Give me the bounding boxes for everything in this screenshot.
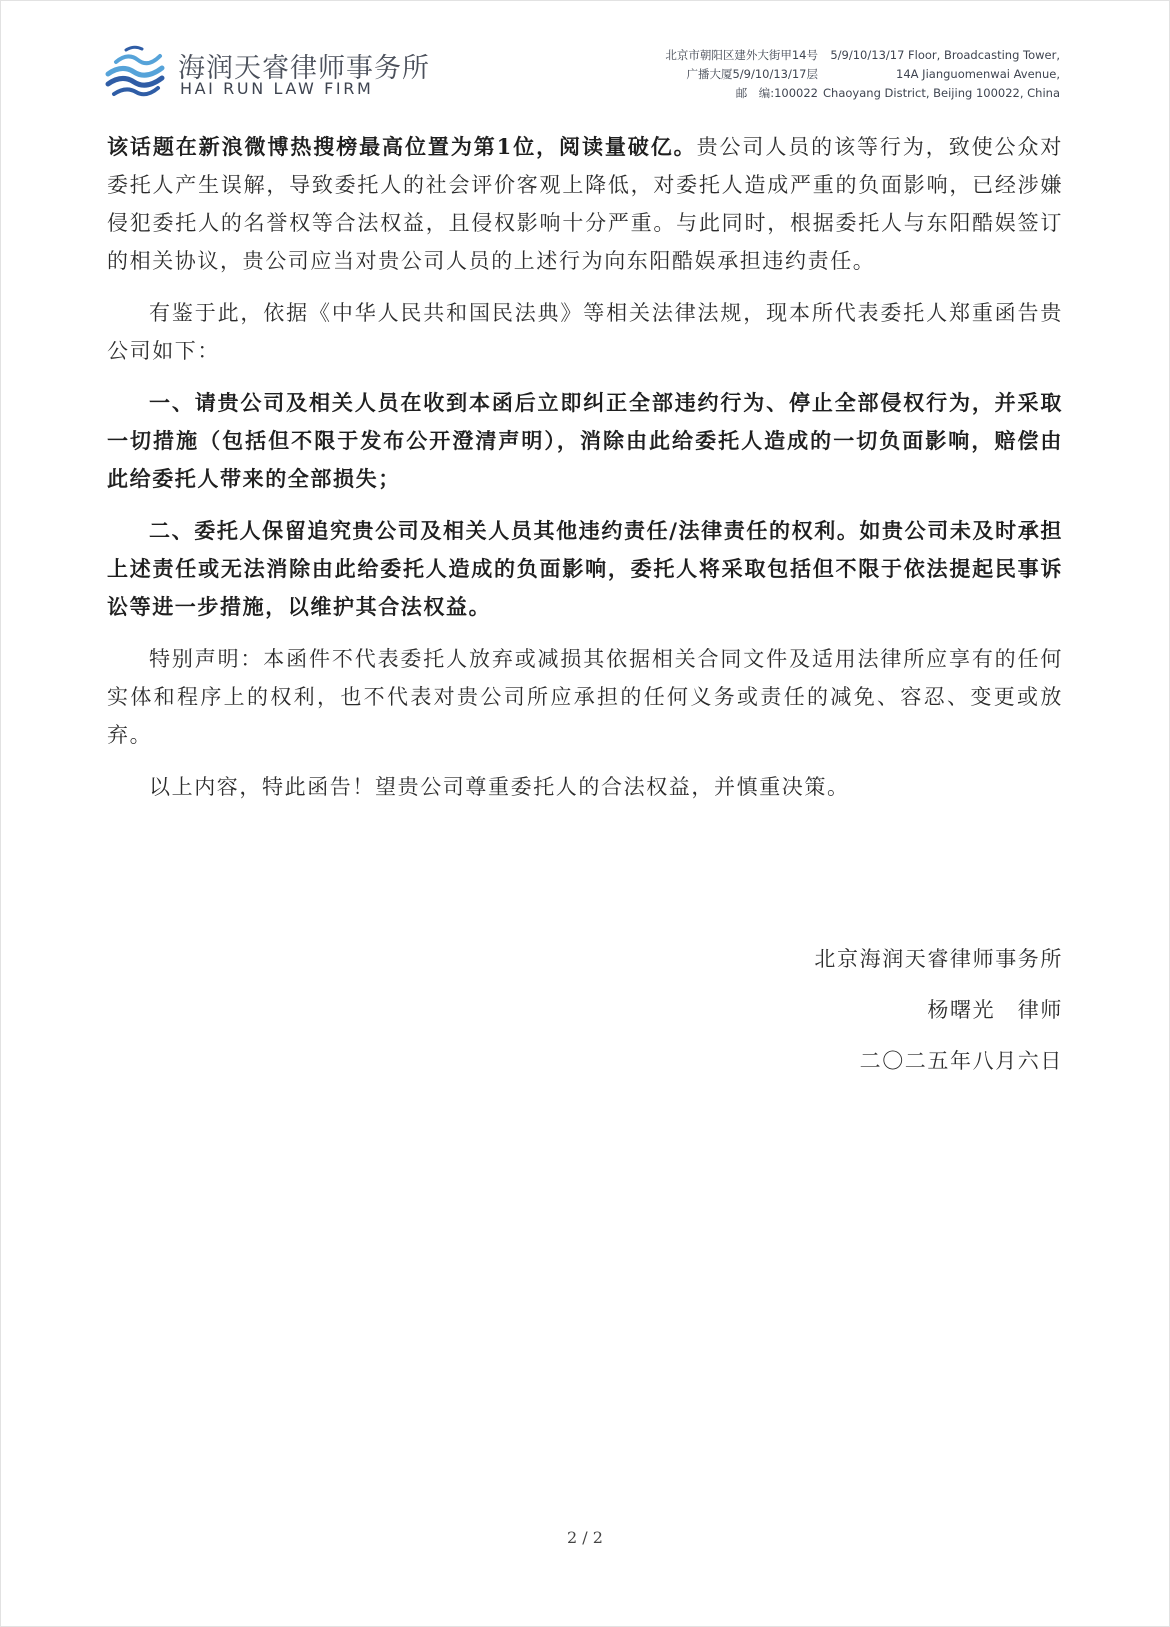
paragraph-demand-2: 二、委托人保留追究贵公司及相关人员其他违约责任/法律责任的权利。如贵公司未及时承担上述责任或无法消除由此给委托人造成的负面影响，委托人将采取包括但不限于依法提起民事诉讼等进一步措施，以维护其合法权益。	[107, 518, 1063, 619]
firm-name-cn: 海润天睿律师事务所	[178, 53, 430, 84]
address-en	[823, 46, 1060, 103]
page-number: 2 / 2	[567, 1528, 603, 1547]
paragraph-special-statement: 特别声明：本函件不代表委托人放弃或减损其依据相关合同文件及适用法律所应享有的任何实体和程序上的权利，也不代表对贵公司所应承担的任何义务或责任的减免、容忍、变更或放弃。	[107, 647, 1063, 747]
signature-firm: 北京海润天睿律师事务所	[814, 947, 1063, 971]
signature-block	[814, 934, 1063, 1087]
address-en-line: 5/9/10/13/17 Floor, Broadcasting Tower,	[830, 48, 1060, 62]
wave-lines-icon	[104, 44, 166, 102]
paragraph-1-rest: 贵公司人员的该等行为，致使公众对委托人产生误解，导致委托人的社会评价客观上降低，对委托人造成严重的负面影响，已经涉嫌侵犯委托人的名誉权等合法权益，且侵权影响十分严重。与此同时，根据委托人与东阳酷娱签订的相关协议，贵公司应当对贵公司人员的上述行为向东阳酷娱承担违约责任。	[107, 135, 1063, 273]
signature-date: 二〇二五年八月六日	[859, 1049, 1063, 1073]
signature-lawyer: 杨曙光 律师	[927, 998, 1063, 1022]
address-cn-line: 广播大厦5/9/10/13/17层	[686, 67, 818, 81]
paragraph-1-bold: 该话题在新浪微博热搜榜最高位置为第1位，阅读量破亿。	[107, 134, 697, 159]
paragraph-2: 有鉴于此，依据《中华人民共和国民法典》等相关法律法规，现本所代表委托人郑重函告贵公司如下：	[107, 301, 1063, 363]
address-en-line: Chaoyang District, Beijing 100022, China	[823, 86, 1060, 100]
paragraph-closing: 以上内容，特此函告！望贵公司尊重委托人的合法权益，并慎重决策。	[149, 775, 850, 799]
address-cn-line: 邮 编:100022	[735, 86, 818, 100]
paragraph-demand-1: 一、请贵公司及相关人员在收到本函后立即纠正全部违约行为、停止全部侵权行为，并采取一切措施（包括但不限于发布公开澄清声明），消除由此给委托人造成的一切负面影响，赔偿由此给委托人带来的全部损失；	[107, 390, 1063, 491]
firm-name-en: HAI RUN LAW FIRM	[180, 79, 374, 98]
letter-body	[107, 128, 1063, 820]
address-cn-line: 北京市朝阳区建外大街甲14号	[665, 48, 818, 62]
address-cn	[665, 46, 818, 103]
address-en-line: 14A Jianguomenwai Avenue,	[896, 67, 1060, 81]
paragraph-1	[107, 128, 1063, 280]
